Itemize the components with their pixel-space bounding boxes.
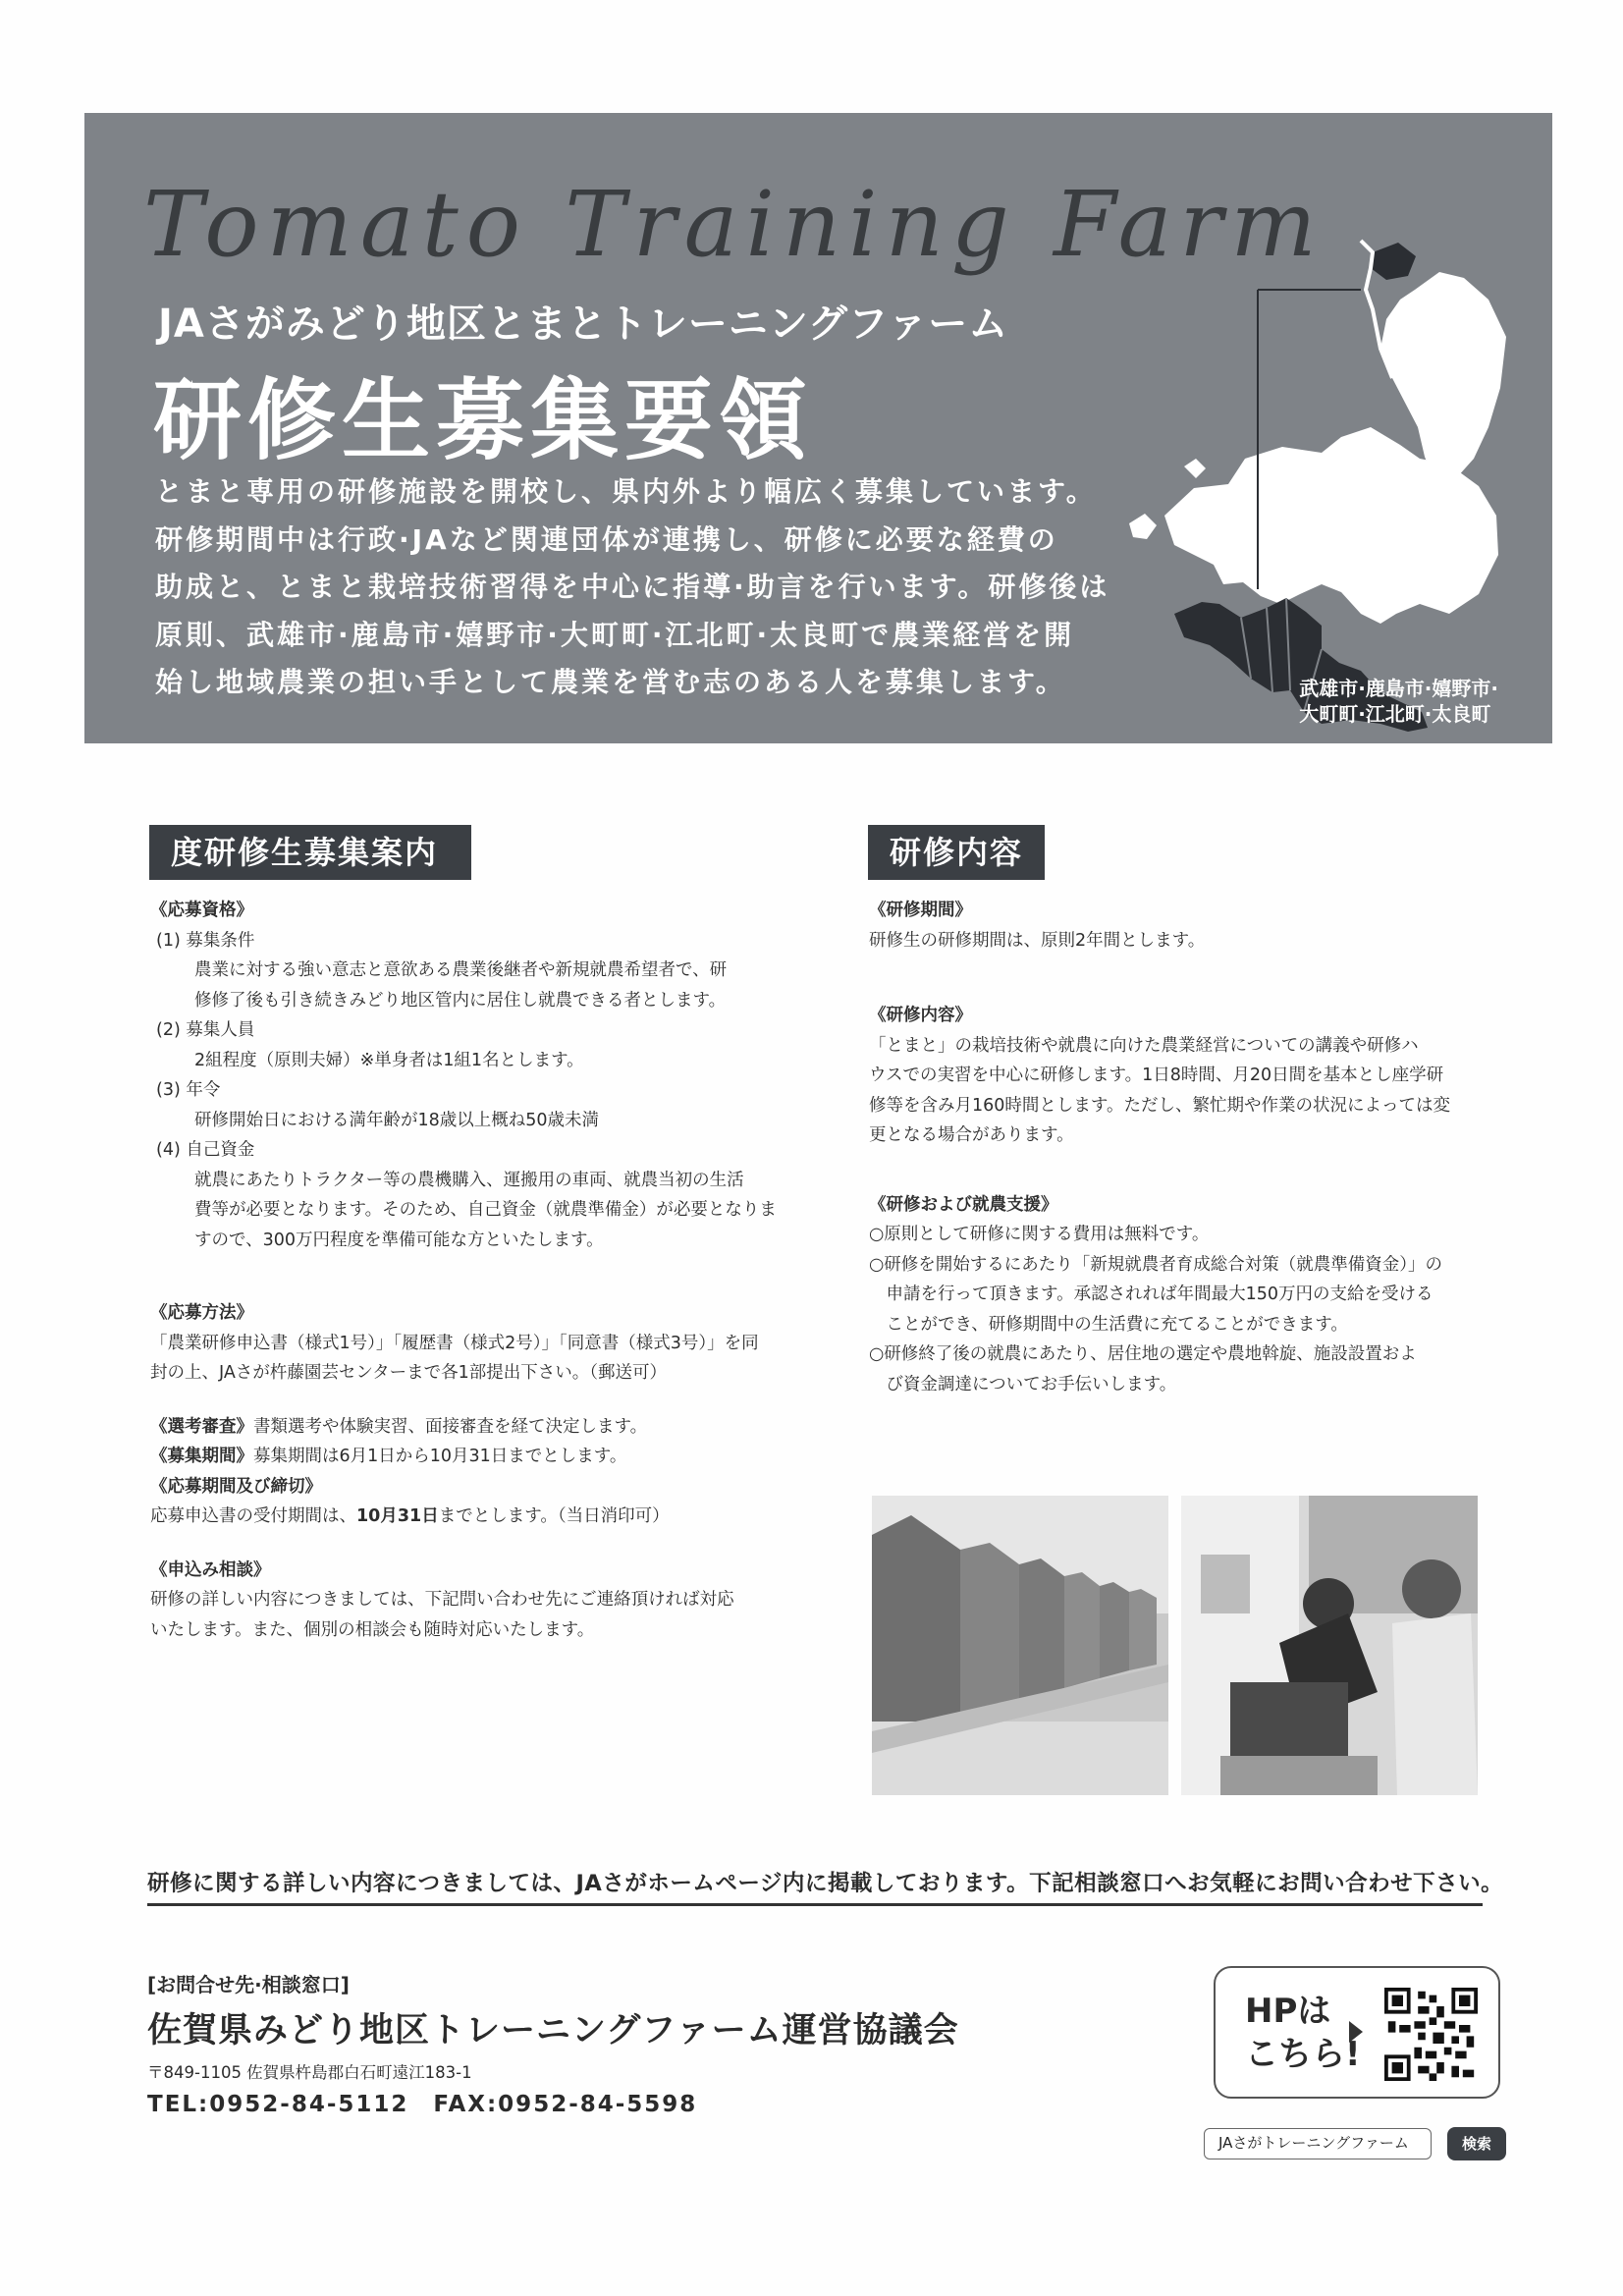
deadline-text-end: までとします。（当日消印可） — [438, 1506, 670, 1526]
screening-heading: 《選考審査》 — [150, 1416, 253, 1437]
contact-phone-fax: TEL:0952-84-5112 FAX:0952-84-5598 — [147, 2092, 698, 2117]
item-heading: (4) 自己資金 — [156, 1140, 255, 1160]
item-text: 研修開始日における満年齢が18歳以上概ね50歳未満 — [194, 1110, 600, 1130]
training-content-text: ウスでの実習を中心に研修します。1日8時間、月20日間を基本とし座学研 — [869, 1066, 1444, 1085]
period-text: 募集期間は6月1日から10月31日までとします。 — [253, 1447, 627, 1466]
map-caption-line: 大町町·江北町·太良町 — [1299, 702, 1491, 726]
section-heading-training: 研修内容 — [868, 825, 1045, 880]
item-text: 就農にあたりトラクター等の農機購入、運搬用の車両、就農当初の生活 — [194, 1170, 744, 1190]
greenhouse-photo — [872, 1496, 1168, 1795]
method-heading: 《応募方法》 — [150, 1303, 253, 1323]
item-text: 農業に対する強い意志と意欲ある農業後継者や新規就農希望者で、研 — [194, 960, 728, 980]
play-arrow-icon — [1349, 2021, 1363, 2043]
training-content-text: 修等を含み月160時間とします。ただし、繁忙期や作業の状況によっては変 — [869, 1095, 1450, 1116]
organization-name: 佐賀県みどり地区トレーニングファーム運営協議会 — [147, 2011, 959, 2050]
consult-text: 研修の詳しい内容につきましては、下記問い合わせ先にご連絡頂ければ対応 — [150, 1590, 734, 1610]
method-text: 封の上、JAさが杵藤園芸センターまで各1部提出下さい。（郵送可） — [150, 1363, 668, 1383]
item-text: 2組程度（原則夫婦）※単身者は1組1名とします。 — [194, 1050, 584, 1070]
intro-line: 原則、武雄市·鹿島市·嬉野市·大町町·江北町·太良町で農業経営を開 — [155, 618, 1075, 651]
support-text: 申請を行って頂きます。承認されれば年間最大150万円の支給を受ける — [869, 1285, 1434, 1304]
saga-inset-highlight — [1371, 243, 1416, 280]
homepage-link-box[interactable] — [1214, 1966, 1500, 2099]
training-content-text: 「とまと」の栽培技術や就農に向けた農業経営についての講義や研修ハ — [869, 1035, 1419, 1056]
intro-line: 助成と、とまと栽培技術習得を中心に指導·助言を行います。研修後は — [155, 571, 1110, 603]
hero-banner — [84, 113, 1552, 743]
recruitment-details — [150, 896, 818, 1645]
support-text: ○研修終了後の就農にあたり、居住地の選定や農地斡旋、施設設置およ — [869, 1344, 1417, 1364]
map-caption-line: 武雄市·鹿島市·嬉野市· — [1299, 677, 1498, 700]
footer-note: 研修に関する詳しい内容につきましては、JAさがホームページ内に掲載しております。下記相談窓口へお気軽にお問い合わせ下さい。 — [147, 1871, 1504, 1896]
footer-divider — [147, 1903, 1483, 1906]
homepage-label-line2: こちら! — [1245, 2035, 1361, 2074]
item-text: 修修了後も引き続きみどり地区管内に居住し就農できる者とします。 — [194, 990, 727, 1011]
item-heading: (2) 募集人員 — [156, 1020, 255, 1040]
search-button[interactable]: 検索 — [1447, 2127, 1506, 2160]
item-text: すので、300万円程度を準備可能な方といたします。 — [194, 1230, 604, 1250]
homepage-label-line1: HPは — [1245, 1992, 1331, 2031]
period-heading: 《募集期間》 — [150, 1447, 253, 1466]
support-text: ○原則として研修に関する費用は無料です。 — [869, 1225, 1210, 1244]
search-query-box[interactable]: JAさがトレーニングファーム — [1204, 2128, 1432, 2159]
training-content-text: 更となる場合があります。 — [869, 1125, 1074, 1145]
deadline-date: 10月31日 — [356, 1506, 439, 1526]
contact-label: [お問合せ先·相談窓口] — [147, 1973, 350, 1996]
intro-line: 始し地域農業の担い手として農業を営む志のある人を募集します。 — [155, 666, 1066, 698]
hero-subtitle: JAさがみどり地区とまとトレーニングファーム — [158, 301, 1009, 347]
support-text: ○研修を開始するにあたり「新規就農者育成総合対策（就農準備資金）」の — [869, 1254, 1443, 1275]
intro-line: 研修期間中は行政·JAなど関連団体が連携し、研修に必要な経費の — [155, 522, 1058, 556]
trainees-photo — [1181, 1496, 1478, 1795]
hero-intro — [155, 468, 1110, 707]
deadline-text: 応募申込書の受付期間は、 — [150, 1506, 356, 1526]
section-heading-recruitment: 度研修生募集案内 — [149, 825, 471, 880]
support-text: び資金調達についてお手伝いします。 — [869, 1374, 1177, 1394]
item-heading: (1) 募集条件 — [156, 930, 255, 951]
consult-heading: 《申込み相談》 — [150, 1559, 271, 1580]
script-title: Tomato Training Farm — [143, 172, 1325, 277]
training-period-heading: 《研修期間》 — [869, 901, 972, 920]
qualification-heading: 《応募資格》 — [150, 901, 253, 920]
homepage-label — [1245, 1990, 1361, 2076]
organization-address: 〒849-1105 佐賀県杵島郡白石町遠江183-1 — [147, 2063, 472, 2082]
support-heading: 《研修および就農支援》 — [869, 1194, 1058, 1215]
qr-code-icon[interactable] — [1384, 1988, 1478, 2081]
page-title: 研修生募集要領 — [153, 369, 813, 472]
deadline-heading: 《応募期間及び締切》 — [150, 1476, 322, 1497]
support-text: ことができ、研修期間中の生活費に充てることができます。 — [869, 1314, 1348, 1335]
training-details — [869, 896, 1497, 1399]
map-caption — [1299, 676, 1498, 727]
training-content-heading: 《研修内容》 — [869, 1006, 972, 1025]
screening-text: 書類選考や体験実習、面接審査を経て決定します。 — [253, 1416, 648, 1437]
training-period-text: 研修生の研修期間は、原則2年間とします。 — [869, 930, 1206, 951]
consult-text: いたします。また、個別の相談会も随時対応いたします。 — [150, 1619, 595, 1640]
kyushu-map-illustration — [1027, 201, 1538, 743]
method-text: 「農業研修申込書（様式1号）」「履歴書（様式2号）」「同意書（様式3号）」を同 — [150, 1333, 759, 1353]
item-text: 費等が必要となります。そのため、自己資金（就農準備金）が必要となりま — [194, 1200, 777, 1220]
item-heading: (3) 年令 — [156, 1080, 221, 1100]
intro-line: とまと専用の研修施設を開校し、県内外より幅広く募集しています。 — [155, 475, 1097, 508]
